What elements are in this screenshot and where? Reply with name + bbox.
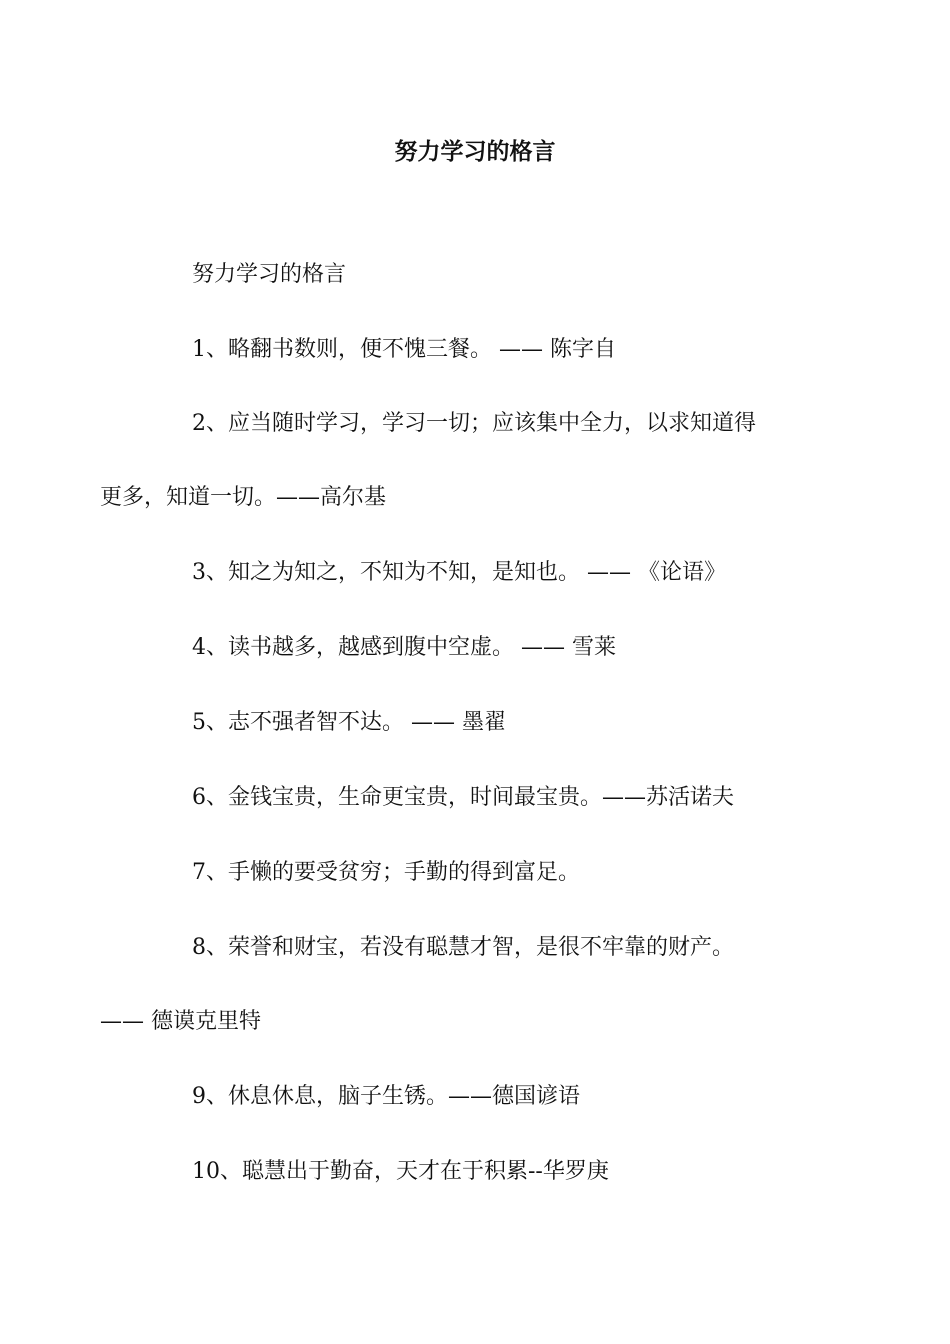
section-heading — [146, 238, 826, 312]
quote-paragraph — [100, 911, 826, 1059]
quote-paragraph — [100, 387, 826, 535]
quote-line: 3、知之为知之，不知为不知，是知也。 —— 《论语》 — [192, 560, 726, 585]
quote-line: 7、手懒的要受贫穷；手勤的得到富足。 — [192, 860, 580, 885]
quote-paragraph — [146, 1135, 826, 1209]
quote-line: 8、荣誉和财宝，若没有聪慧才智，是很不牢靠的财产。 — [192, 935, 734, 960]
quote-line: 10、聪慧出于勤奋，天才在于积累--华罗庚 — [192, 1159, 609, 1184]
quote-line: 2、应当随时学习，学习一切；应该集中全力，以求知道得 — [192, 411, 756, 436]
quote-line-continuation: —— 德谟克里特 — [100, 1009, 261, 1034]
quote-line: 1、略翻书数则，便不愧三餐。 —— 陈字自 — [192, 337, 616, 362]
quote-line: 9、休息休息，脑子生锈。——德国谚语 — [192, 1084, 580, 1109]
quote-paragraph — [146, 611, 826, 685]
quote-paragraph — [146, 1060, 826, 1134]
document-title: 努力学习的格言 — [394, 138, 556, 165]
quote-line: 4、读书越多，越感到腹中空虚。 —— 雪莱 — [192, 635, 616, 660]
quote-paragraph — [146, 686, 826, 760]
quote-line: 5、志不强者智不达。 —— 墨翟 — [192, 710, 506, 735]
quote-line: 6、金钱宝贵，生命更宝贵，时间最宝贵。——苏活诺夫 — [192, 785, 734, 810]
quote-paragraph — [146, 836, 826, 910]
quote-paragraph — [146, 536, 826, 610]
quote-line-continuation: 更多，知道一切。——高尔基 — [100, 485, 387, 510]
quote-paragraph — [146, 313, 826, 387]
quote-paragraph — [146, 761, 826, 835]
section-heading-text: 努力学习的格言 — [192, 262, 347, 287]
